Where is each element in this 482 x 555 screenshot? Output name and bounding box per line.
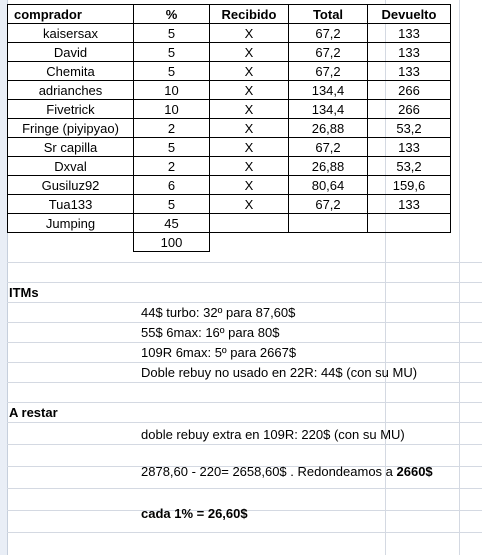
- table-row: [8, 176, 451, 195]
- grid-line: [7, 342, 482, 343]
- grid-line: [7, 532, 482, 533]
- cell-devuelto[interactable]: 53,2: [368, 119, 451, 138]
- empty-cell[interactable]: [368, 233, 451, 252]
- table-row: [8, 119, 451, 138]
- cell-recibido[interactable]: X: [210, 24, 289, 43]
- cell-recibido[interactable]: X: [210, 43, 289, 62]
- cell-percent[interactable]: 10: [134, 81, 210, 100]
- cell-devuelto[interactable]: 159,6: [368, 176, 451, 195]
- empty-cell[interactable]: [210, 233, 289, 252]
- cell-total[interactable]: [289, 214, 368, 233]
- cell-devuelto[interactable]: 133: [368, 195, 451, 214]
- itm-line[interactable]: 109R 6max: 5º para 2667$: [141, 345, 297, 360]
- cell-recibido[interactable]: X: [210, 176, 289, 195]
- grid-line: [7, 422, 482, 423]
- grid-line: [7, 262, 482, 263]
- cell-devuelto[interactable]: 266: [368, 100, 451, 119]
- table-row: [8, 24, 451, 43]
- cell-devuelto[interactable]: 133: [368, 138, 451, 157]
- col-header-percent[interactable]: %: [134, 5, 210, 24]
- grid-line: [459, 0, 460, 555]
- cell-recibido[interactable]: X: [210, 81, 289, 100]
- table-row: [8, 62, 451, 81]
- cell-recibido[interactable]: X: [210, 157, 289, 176]
- cell-total[interactable]: 67,2: [289, 43, 368, 62]
- itms-title[interactable]: ITMs: [9, 285, 39, 300]
- table-header-row: [8, 5, 451, 24]
- cell-recibido[interactable]: X: [210, 119, 289, 138]
- cell-percent[interactable]: 10: [134, 100, 210, 119]
- cell-devuelto[interactable]: [368, 214, 451, 233]
- cell-recibido[interactable]: X: [210, 138, 289, 157]
- table-row: [8, 100, 451, 119]
- table-total-row: [8, 233, 451, 252]
- cell-percent[interactable]: 5: [134, 24, 210, 43]
- cell-comprador[interactable]: Chemita: [8, 62, 134, 81]
- cell-recibido[interactable]: X: [210, 100, 289, 119]
- grid-line: [7, 282, 482, 283]
- table-row: [8, 81, 451, 100]
- cell-comprador[interactable]: Sr capilla: [8, 138, 134, 157]
- cell-devuelto[interactable]: 133: [368, 43, 451, 62]
- cell-total[interactable]: 80,64: [289, 176, 368, 195]
- cell-devuelto[interactable]: 133: [368, 24, 451, 43]
- cell-percent[interactable]: 5: [134, 138, 210, 157]
- cell-devuelto[interactable]: 133: [368, 62, 451, 81]
- cell-comprador[interactable]: Gusiluz92: [8, 176, 134, 195]
- cell-comprador[interactable]: David: [8, 43, 134, 62]
- grid-line: [7, 444, 482, 445]
- cell-percent[interactable]: 5: [134, 195, 210, 214]
- cell-total[interactable]: 134,4: [289, 100, 368, 119]
- cell-total[interactable]: 67,2: [289, 195, 368, 214]
- buyers-table: [7, 4, 451, 252]
- cell-percent[interactable]: 2: [134, 157, 210, 176]
- cell-comprador[interactable]: Tua133: [8, 195, 134, 214]
- cell-comprador[interactable]: Dxval: [8, 157, 134, 176]
- cell-comprador[interactable]: Fivetrick: [8, 100, 134, 119]
- grid-line: [7, 302, 482, 303]
- cell-total[interactable]: 134,4: [289, 81, 368, 100]
- cell-comprador[interactable]: Fringe (piyipyao): [8, 119, 134, 138]
- restar-title[interactable]: A restar: [9, 405, 58, 420]
- grid-line: [7, 488, 482, 489]
- table-row: [8, 214, 451, 233]
- cell-total[interactable]: 26,88: [289, 157, 368, 176]
- cell-percent[interactable]: 5: [134, 62, 210, 81]
- cell-percent[interactable]: 2: [134, 119, 210, 138]
- cell-devuelto[interactable]: 266: [368, 81, 451, 100]
- restar-line-2-rounded: 2660$: [396, 464, 433, 479]
- itm-line[interactable]: 44$ turbo: 32º para 87,60$: [141, 305, 296, 320]
- cell-total[interactable]: 67,2: [289, 138, 368, 157]
- cell-percent[interactable]: 6: [134, 176, 210, 195]
- empty-cell[interactable]: [8, 233, 134, 252]
- grid-line: [7, 362, 482, 363]
- cell-recibido[interactable]: X: [210, 195, 289, 214]
- table-row: [8, 138, 451, 157]
- cell-total[interactable]: 67,2: [289, 62, 368, 81]
- grid-line: [7, 402, 482, 403]
- col-header-total[interactable]: Total: [289, 5, 368, 24]
- table-row: [8, 195, 451, 214]
- restar-line-1[interactable]: doble rebuy extra en 109R: 220$ (con su MU): [141, 427, 405, 442]
- cell-recibido[interactable]: [210, 214, 289, 233]
- restar-line-2-text: 2878,60 - 220= 2658,60$ . Redondeamos a: [141, 464, 397, 479]
- cell-percent[interactable]: 45: [134, 214, 210, 233]
- cell-comprador[interactable]: Jumping: [8, 214, 134, 233]
- empty-cell[interactable]: [289, 233, 368, 252]
- col-header-comprador[interactable]: comprador: [8, 5, 134, 24]
- cell-recibido[interactable]: X: [210, 62, 289, 81]
- cell-devuelto[interactable]: 53,2: [368, 157, 451, 176]
- cell-total[interactable]: 67,2: [289, 24, 368, 43]
- table-row: [8, 157, 451, 176]
- itm-line[interactable]: Doble rebuy no usado en 22R: 44$ (con su MU): [141, 365, 418, 380]
- cell-total[interactable]: 26,88: [289, 119, 368, 138]
- restar-line-2[interactable]: [141, 464, 433, 479]
- grid-line: [7, 322, 482, 323]
- cell-percent[interactable]: 5: [134, 43, 210, 62]
- col-header-devuelto[interactable]: Devuelto: [368, 5, 451, 24]
- cell-total-percent[interactable]: 100: [134, 233, 210, 252]
- itm-line[interactable]: 55$ 6max: 16º para 80$: [141, 325, 280, 340]
- restar-line-3[interactable]: cada 1% = 26,60$: [141, 506, 248, 521]
- col-header-recibido[interactable]: Recibido: [210, 5, 289, 24]
- cell-comprador[interactable]: kaisersax: [8, 24, 134, 43]
- cell-comprador[interactable]: adrianches: [8, 81, 134, 100]
- grid-line: [7, 382, 482, 383]
- table-row: [8, 43, 451, 62]
